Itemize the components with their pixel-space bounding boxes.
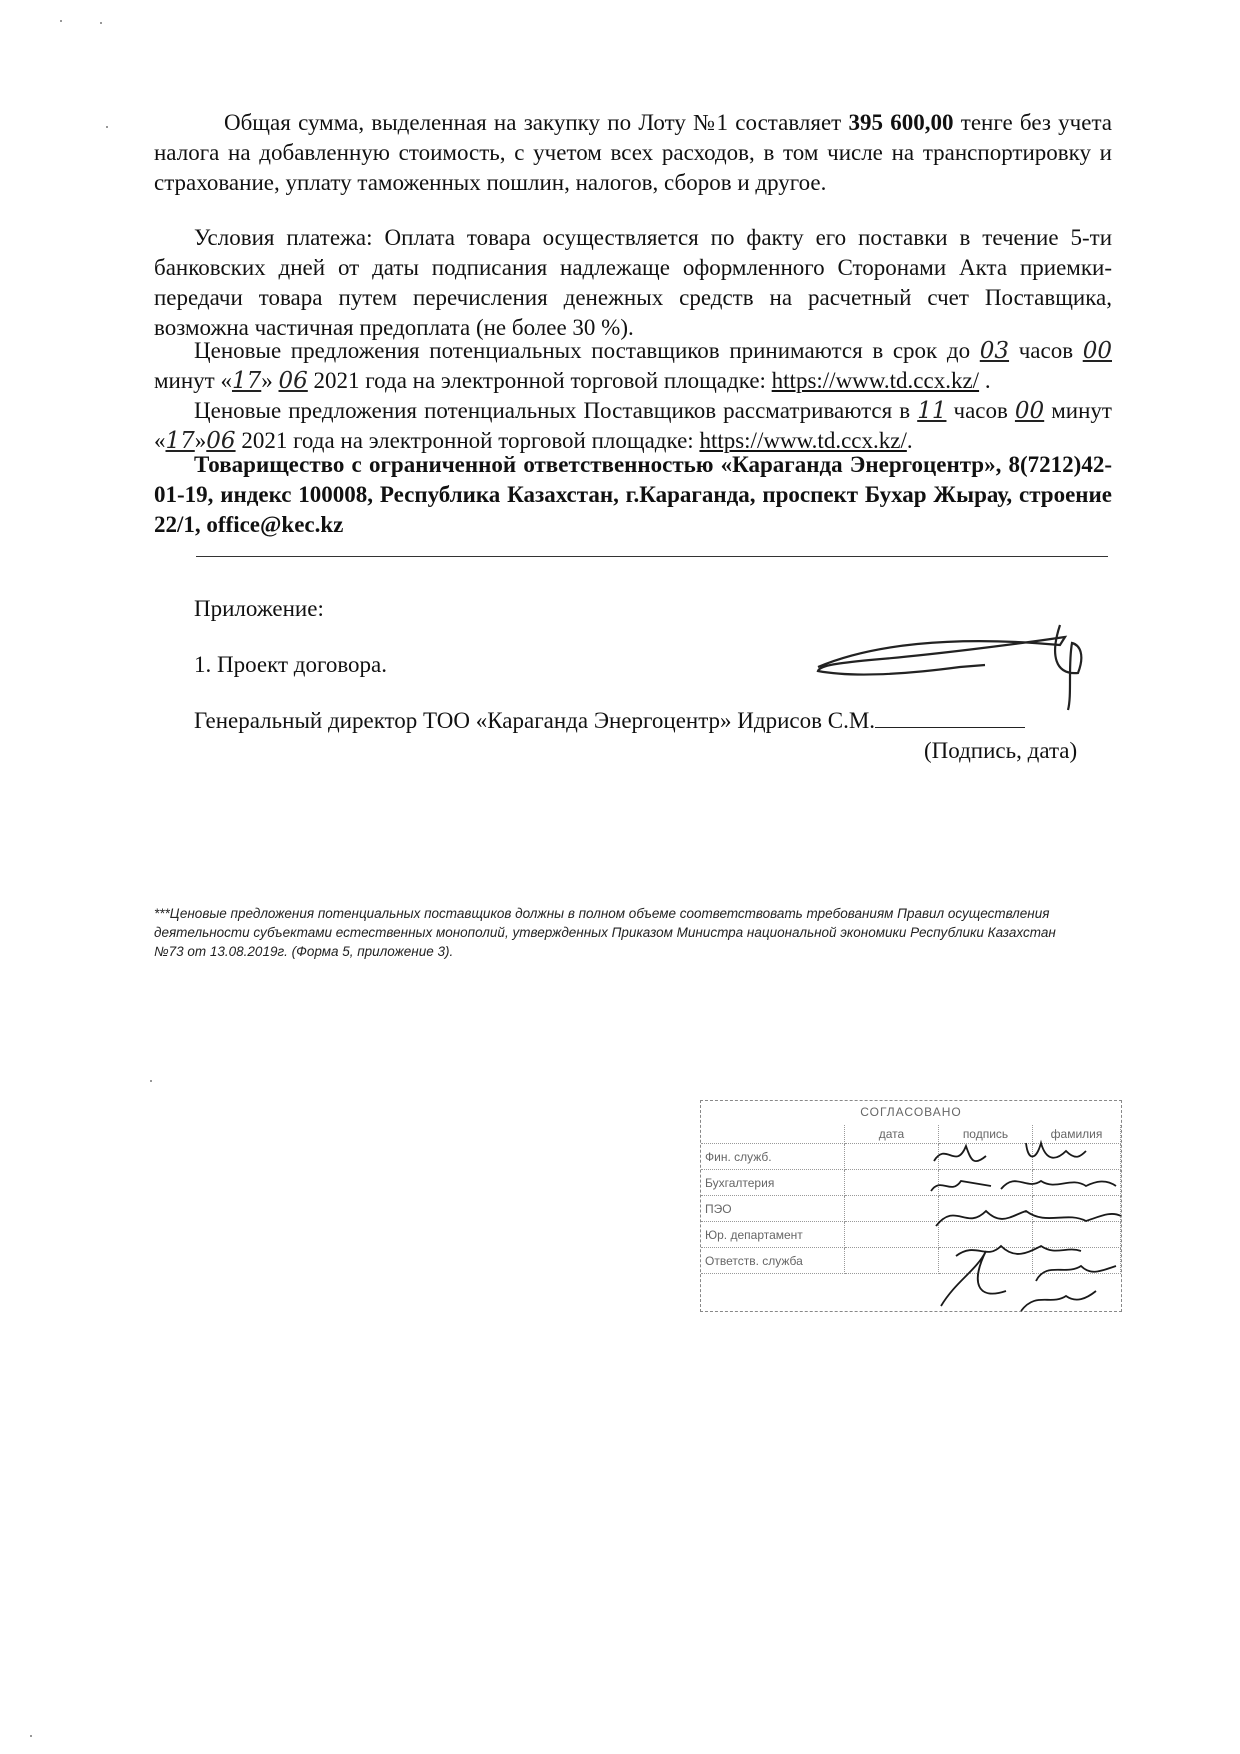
stamp-title: СОГЛАСОВАНО bbox=[860, 1105, 962, 1119]
platform-link[interactable]: https://www.td.ccx.kz/ bbox=[699, 428, 907, 453]
footnote: ***Ценовые предложения потенциальных поставщиков должны в полном объеме соответствовать требованиям Правил осуществления деятельности субъектами естественных монополий, утвержденных Приказом Министра национальной экономики Республики Казахстан №73 от 13.08.2019г. (Форма 5, приложение 3). bbox=[154, 906, 1056, 959]
approval-row: Бухгалтерия bbox=[701, 1170, 1121, 1196]
approval-stamp bbox=[700, 1100, 1122, 1312]
column-header-surname: фамилия bbox=[1033, 1125, 1121, 1144]
handwritten-hours: 03 bbox=[979, 338, 1010, 364]
handwritten-day: 17 bbox=[165, 428, 195, 454]
approval-row: Ответств. служба bbox=[701, 1248, 1121, 1274]
signer-line: Генеральный директор ТОО «Караганда Энергоцентр» Идрисов С.М. bbox=[194, 706, 1025, 736]
organizer-details-paragraph: Товарищество с ограниченной ответственностью «Караганда Энергоцентр», 8(7212)42-01-19, индекс 100008, Республика Казахстан, г.Караганда, проспект Бухар Жырау, строение 22/1, office@kec.kz bbox=[154, 452, 1112, 537]
approval-row: Юр. департамент bbox=[701, 1222, 1121, 1248]
platform-link[interactable]: https://www.td.ccx.kz/ bbox=[771, 368, 980, 393]
approval-signatures bbox=[916, 1131, 1136, 1326]
submission-deadline-paragraph: Ценовые предложения потенциальных поставщиков принимаются в срок до 03 часов 00 минут «17» 06 2021 года на электронной торговой площадке: https://www.td.ccx.kz/ . bbox=[154, 338, 1112, 394]
separator-line bbox=[196, 556, 1108, 557]
approval-row: ПЭО bbox=[701, 1196, 1121, 1222]
approval-row: Фин. служб. bbox=[701, 1144, 1121, 1170]
signature-caption: (Подпись, дата) bbox=[924, 738, 1078, 763]
handwritten-minutes: 00 bbox=[1014, 398, 1045, 424]
attachment-label: Приложение: bbox=[194, 596, 324, 621]
budget-amount: 395 600,00 bbox=[848, 110, 954, 135]
budget-paragraph: Общая сумма, выделенная на закупку по Лоту №1 составляет 395 600,00 тенге без учета налога на добавленную стоимость, с учетом всех расходов, в том числе на транспортировку и страхование, уплату таможенных пошлин, налогов, сборов и другое. bbox=[154, 110, 1112, 195]
payment-terms-paragraph: Условия платежа: Оплата товара осуществляется по факту его поставки в течение 5-ти банковских дней от даты подписания надлежаще оформленного Сторонами Акта приемки-передачи товара путем перечисления денежных средств на расчетный счет Поставщика, возможна частичная предоплата (не более 30 %). bbox=[154, 225, 1112, 340]
column-header-signature: подпись bbox=[939, 1125, 1033, 1144]
handwritten-minutes: 00 bbox=[1082, 338, 1112, 364]
handwritten-month: 06 bbox=[278, 368, 308, 394]
handwritten-day: 17 bbox=[231, 368, 262, 394]
handwritten-month: 06 bbox=[206, 428, 236, 454]
attachment-item: 1. Проект договора. bbox=[194, 652, 387, 677]
handwritten-hours: 11 bbox=[917, 398, 947, 424]
review-date-paragraph: Ценовые предложения потенциальных Поставщиков рассматриваются в 11 часов 00 минут «17»06 2021 года на электронной торговой площадке: https://www.td.ccx.kz/. bbox=[154, 398, 1112, 454]
column-header-date: дата bbox=[845, 1125, 939, 1144]
director-signature bbox=[810, 615, 1090, 715]
